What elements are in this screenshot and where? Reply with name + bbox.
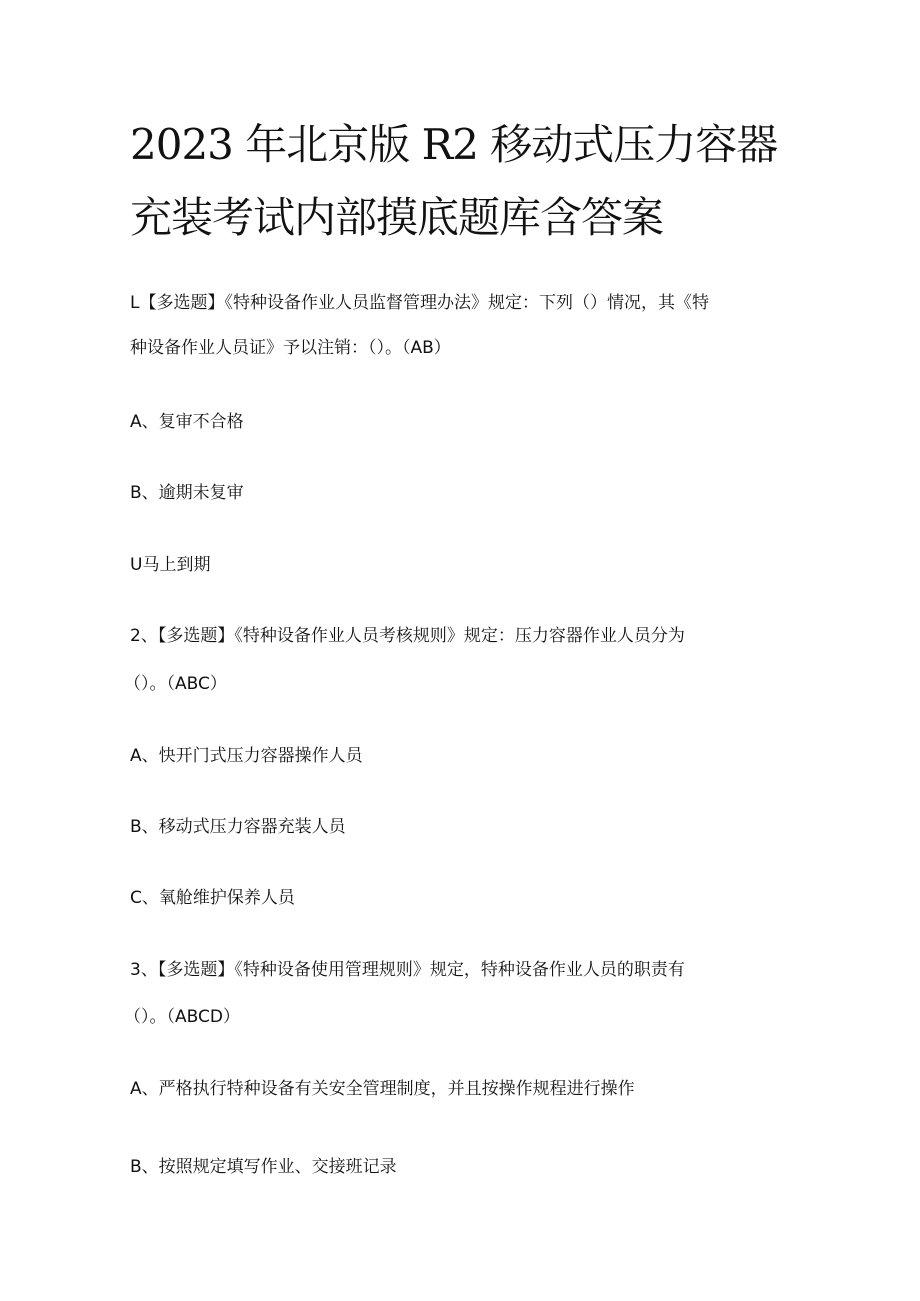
question-2-text: 2、【多选题】《特种设备作业人员考核规则》规定：压力容器作业人员分为	[130, 626, 685, 646]
question-3-option-b: B、按照规定填写作业、交接班记录	[130, 1157, 397, 1177]
question-1-option-c: U马上到期	[130, 555, 211, 575]
question-1-text: L【多选题】《特种设备作业人员监督管理办法》规定：下列（）情况，其《特	[130, 293, 709, 313]
question-1-option-b: B、逾期未复审	[130, 483, 244, 503]
question-2-option-b: B、移动式压力容器充装人员	[130, 817, 346, 837]
document-title-line-2: 充装考试内部摸底题库含答案	[130, 193, 664, 242]
question-1-option-a: A、复审不合格	[130, 412, 244, 432]
question-2-option-a: A、快开门式压力容器操作人员	[130, 746, 363, 766]
question-3-text-cont: （）。（ABCD）	[124, 1007, 240, 1027]
question-1-text-cont: 种设备作业人员证》予以注销：（）。（AB）	[130, 338, 451, 358]
document-title-line-1: 2023 年北京版 R2 移动式压力容器	[130, 120, 778, 169]
question-3-text: 3、【多选题】《特种设备使用管理规则》规定，特种设备作业人员的职责有	[130, 960, 685, 980]
question-2-option-c: C、氧舱维护保养人员	[130, 888, 295, 908]
question-3-option-a: A、严格执行特种设备有关安全管理制度，并且按操作规程进行操作	[130, 1079, 635, 1099]
question-2-text-cont: （）。（ABC）	[124, 674, 227, 694]
